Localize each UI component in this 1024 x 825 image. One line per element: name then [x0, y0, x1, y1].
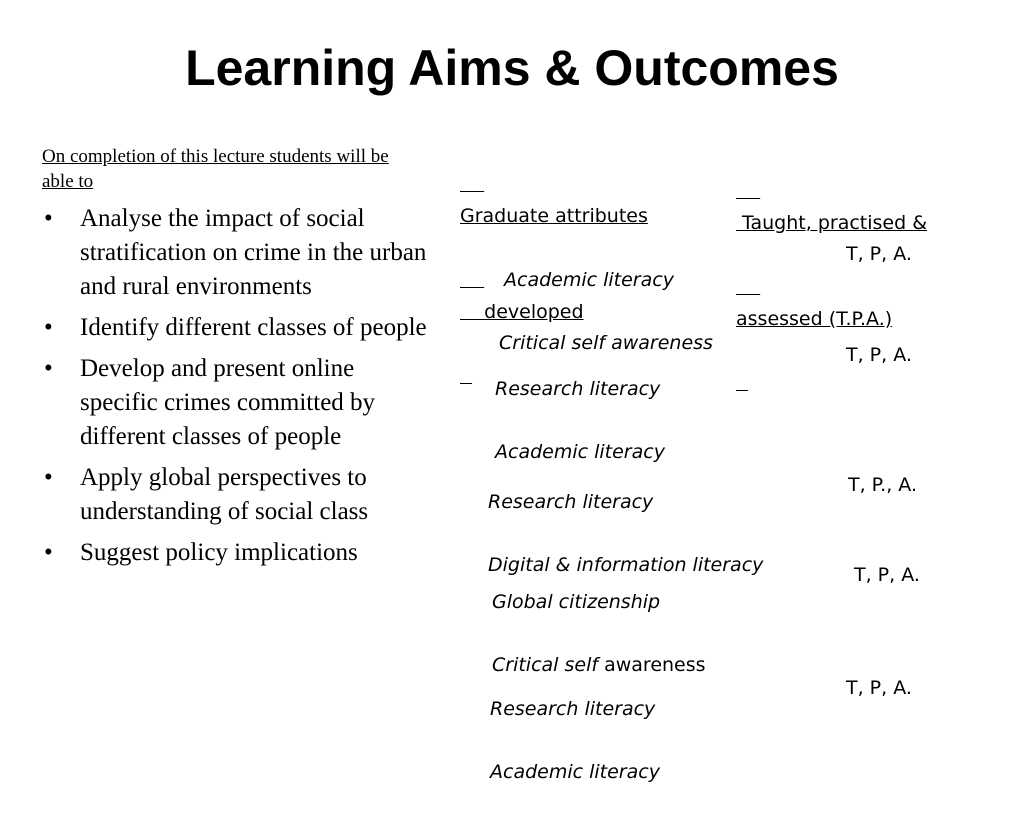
attribute-line: Research literacy — [488, 491, 654, 513]
tpa-cell: T, P., A. — [848, 474, 918, 496]
header-line: Graduate attributes — [460, 205, 648, 227]
outcome-item — [42, 311, 434, 345]
intro-text: On completion of this lecture students will be able to — [42, 146, 389, 192]
attribute-italic-part: Critical self — [492, 654, 599, 676]
slide-title: Learning Aims & Outcomes — [185, 40, 839, 96]
outcome-text: Identify different classes of people — [80, 314, 427, 341]
outcome-item — [42, 536, 434, 570]
attribute-line: Digital & information literacy — [488, 554, 764, 576]
bullet-icon: • — [44, 539, 53, 566]
bullet-icon: • — [44, 355, 53, 382]
outcomes-list — [42, 202, 434, 577]
attribute-line: Critical self awareness — [499, 332, 713, 354]
tpa-cell: T, P, A. — [846, 344, 912, 366]
outcome-item — [42, 461, 434, 529]
outcome-text: Develop and present online specific crimes committed by different classes of people — [80, 355, 376, 450]
attribute-cell — [490, 657, 660, 825]
attribute-line: Global citizenship — [492, 591, 661, 613]
attribute-line: Academic literacy — [495, 441, 665, 463]
attribute-line: Academic literacy — [504, 269, 674, 291]
outcome-item — [42, 202, 434, 304]
bullet-icon: • — [44, 314, 53, 341]
tpa-cell: T, P, A. — [846, 243, 912, 265]
tpa-cell: T, P, A. — [846, 677, 912, 699]
outcome-text: Analyse the impact of social stratification on crime in the urban and rural environments — [80, 205, 427, 300]
header-line: assessed (T.P.A.) — [736, 308, 893, 330]
attribute-line: Research literacy — [490, 698, 656, 720]
bullet-icon: • — [44, 464, 53, 491]
header-line: developed — [460, 301, 584, 323]
outcome-text: Apply global perspectives to understanding of social class — [80, 464, 369, 525]
attribute-line: Academic literacy — [490, 761, 660, 783]
outcome-item — [42, 352, 434, 454]
tpa-cell: T, P, A. — [854, 564, 920, 586]
header-line: Taught, practised & — [736, 212, 928, 234]
attribute-line: Research literacy — [495, 378, 661, 400]
bullet-icon: • — [44, 205, 53, 232]
outcome-text: Suggest policy implications — [80, 539, 358, 566]
attribute-normal-part: awareness — [598, 654, 706, 676]
